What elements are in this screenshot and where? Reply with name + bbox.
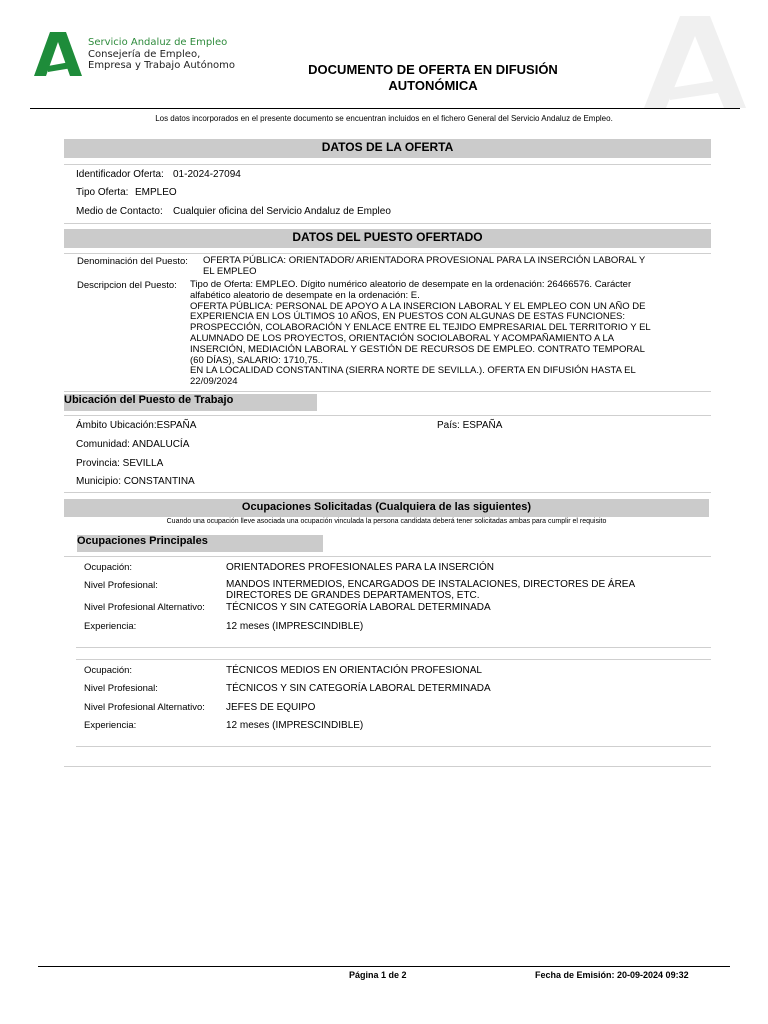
organization-name [88, 37, 235, 72]
document-title [270, 62, 596, 94]
oferta-tipo-label: Tipo Oferta: [76, 187, 129, 198]
ocupacion-value: ORIENTADORES PROFESIONALES PARA LA INSERCIÓN [226, 562, 495, 573]
nivel-alt-label: Nivel Profesional Alternativo: [84, 702, 205, 713]
oferta-medio-label: Medio de Contacto: [76, 206, 163, 217]
section-datos-oferta: DATOS DE LA OFERTA [64, 139, 711, 158]
title-line-2: AUTONÓMICA [388, 78, 478, 93]
nivel-label: Nivel Profesional: [84, 580, 158, 591]
oferta-id-value: 01-2024-27094 [173, 169, 241, 180]
nivel-value: TÉCNICOS Y SIN CATEGORÍA LABORAL DETERMINADA [226, 683, 491, 694]
oferta-id-label: Identificador Oferta: [76, 169, 164, 180]
org-line-1: Servicio Andaluz de Empleo [88, 37, 228, 48]
divider [64, 556, 711, 557]
ocupacion-label: Ocupación: [84, 562, 133, 573]
divider [76, 746, 711, 747]
ocupaciones-note: Cuando una ocupación lleve asociada una ocupación vinculada la persona candidata deberá tener solicitadas ambas para cumplir el requisito [166, 518, 607, 525]
oferta-tipo-value: EMPLEO [135, 187, 177, 198]
nivel-alt-value: TÉCNICOS Y SIN CATEGORÍA LABORAL DETERMINADA [226, 602, 491, 613]
divider [64, 164, 711, 165]
header-rule [30, 108, 740, 109]
divider [64, 766, 711, 767]
denominacion-value: OFERTA PÚBLICA: ORIENTADOR/ ARIENTADORA PROVESIONAL PARA LA INSERCIÓN LABORAL Y EL EMPLEO [203, 255, 646, 277]
experiencia-value: 12 meses (IMPRESCINDIBLE) [226, 720, 364, 731]
divider [76, 647, 711, 648]
ocupacion-value: TÉCNICOS MEDIOS EN ORIENTACIÓN PROFESIONAL [226, 665, 482, 676]
divider [64, 391, 711, 392]
section-ocupaciones: Ocupaciones Solicitadas (Cualquiera de las siguientes) [64, 499, 709, 517]
experiencia-value: 12 meses (IMPRESCINDIBLE) [226, 621, 364, 632]
comunidad: Comunidad: ANDALUCÍA [76, 439, 190, 450]
divider [64, 492, 711, 493]
title-line-1: DOCUMENTO DE OFERTA EN DIFUSIÓN [308, 62, 558, 77]
divider [64, 415, 711, 416]
pais: País: ESPAÑA [437, 420, 503, 431]
provincia: Provincia: SEVILLA [76, 458, 164, 469]
municipio: Municipio: CONSTANTINA [76, 476, 195, 487]
divider [64, 253, 711, 254]
org-line-3: Empresa y Trabajo Autónomo [88, 60, 236, 71]
fecha-emision: Fecha de Emisión: 20-09-2024 09:32 [535, 970, 689, 980]
junta-andalucia-logo-icon [34, 32, 84, 76]
divider [64, 223, 711, 224]
experiencia-label: Experiencia: [84, 720, 137, 731]
divider [76, 659, 711, 660]
descripcion-label: Descripcion del Puesto: [77, 280, 177, 291]
experiencia-label: Experiencia: [84, 621, 137, 632]
nivel-value: MANDOS INTERMEDIOS, ENCARGADOS DE INSTALACIONES, DIRECTORES DE ÁREA DIRECTORES DE GRANDES DEPARTAMENTOS, ETC. [226, 579, 636, 601]
nivel-label: Nivel Profesional: [84, 683, 158, 694]
descripcion-value: Tipo de Oferta: EMPLEO. Dígito numérico aleatorio de desempate en la ordenación: 26466576. Carácter alfabético aleatorio de desempate en la ordenación: E. OFERTA PÚBLICA: PERSONAL DE APOYO A LA INSERCION LABORAL Y EL EMPLEO CON UN AÑO DE EXPERIENCIA EN LOS ÚLTIMOS 10 AÑOS, EN PUESTOS CON ALGUNAS DE ESTAS FUNCIONES: PROSPECCIÓN, COLABORACIÓN Y ENLACE ENTRE EL TEJIDO EMPRESARIAL DEL TERRITORIO Y EL ALUMNADO DE LOS PROYECTOS, ORIENTACIÓN SOCIOLABORAL Y ACOMPAÑAMIENTO A LA INSERCIÓN, MEDIACIÓN LABORAL Y GESTIÓN DE RECURSOS DE EMPLEO. CONTRATO TEMPORAL (60 DÍAS), SALARIO: 1710,75.. EN LA LOCALIDAD CONSTANTINA (SIERRA NORTE DE SEVILLA.). OFERTA EN DIFUSIÓN HASTA EL 22/09/2024 [190, 279, 651, 388]
nivel-alt-label: Nivel Profesional Alternativo: [84, 602, 205, 613]
section-datos-puesto: DATOS DEL PUESTO OFERTADO [64, 229, 711, 248]
section-ubicacion: Ubicación del Puesto de Trabajo [64, 394, 317, 411]
ambito-ubicacion: Ámbito Ubicación:ESPAÑA [76, 420, 197, 431]
data-notice: Los datos incorporados en el presente documento se encuentran incluidos en el fichero General del Servicio Andaluz de Empleo. [155, 114, 613, 123]
footer-rule [38, 966, 730, 967]
org-line-2: Consejería de Empleo, [88, 48, 201, 60]
ocupacion-label: Ocupación: [84, 665, 133, 676]
denominacion-label: Denominación del Puesto: [77, 256, 188, 267]
oferta-medio-value: Cualquier oficina del Servicio Andaluz de Empleo [173, 206, 391, 217]
watermark-logo-icon [640, 16, 750, 108]
nivel-alt-value: JEFES DE EQUIPO [226, 702, 316, 713]
section-ocupaciones-principales: Ocupaciones Principales [77, 535, 323, 552]
page-number: Página 1 de 2 [349, 970, 407, 980]
